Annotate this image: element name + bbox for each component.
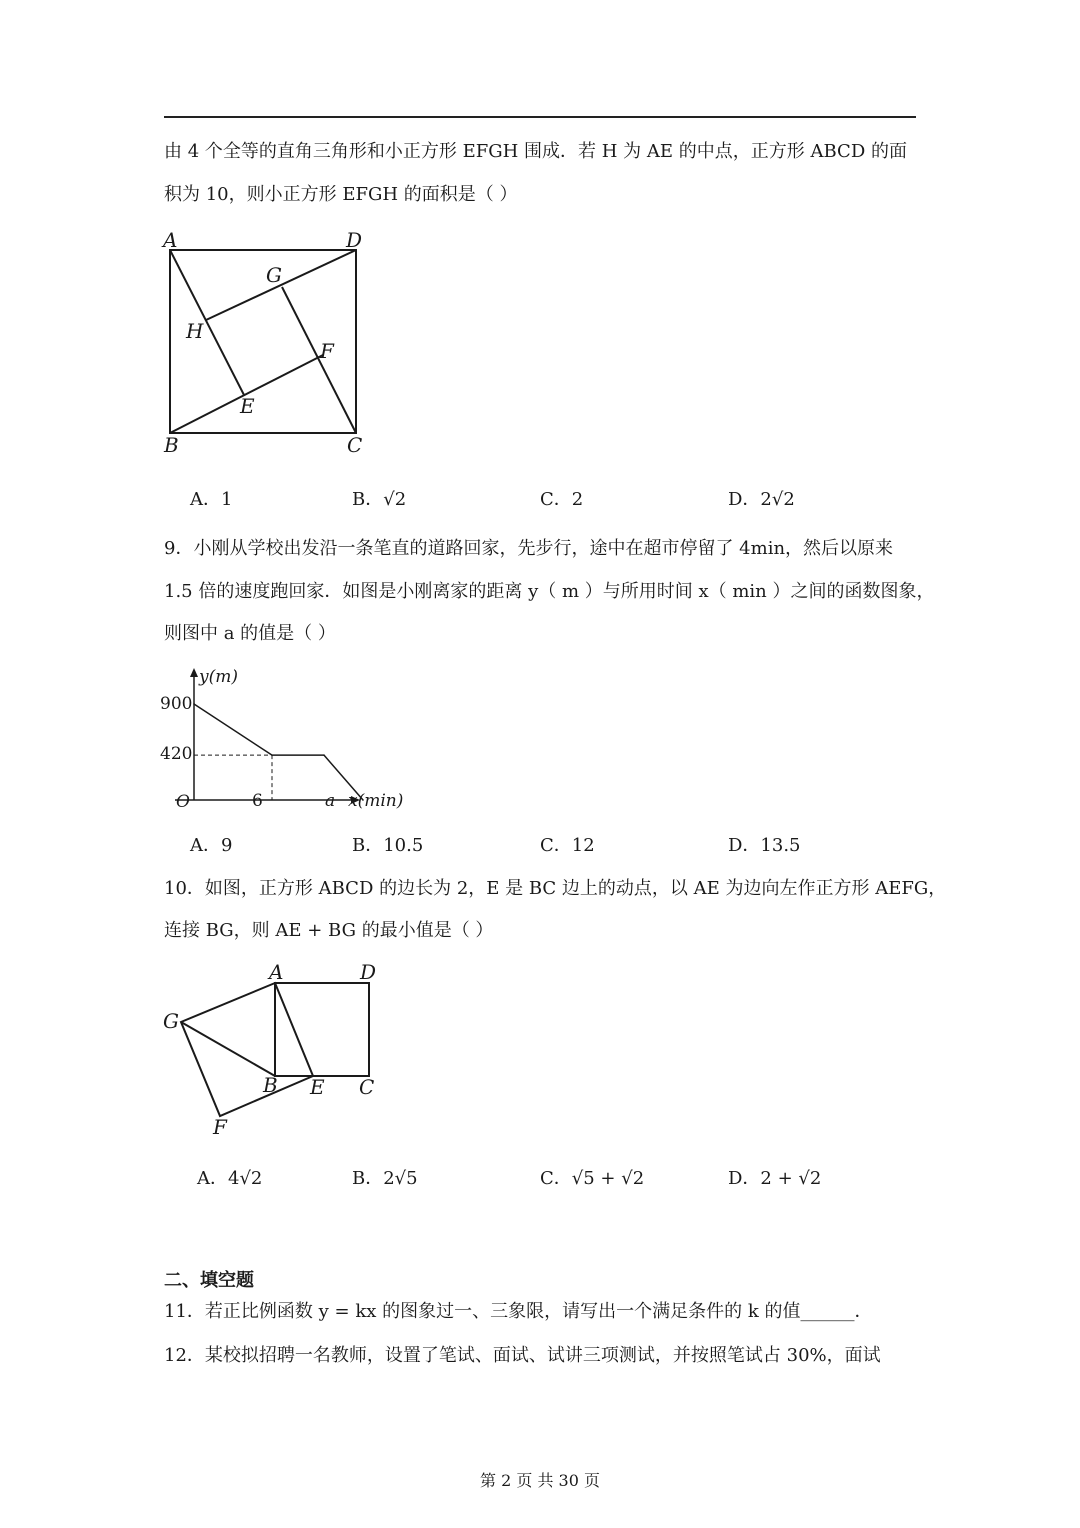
q8-text-line2: 积为 10，则小正方形 EFGH 的面积是（ ）: [164, 184, 518, 205]
q9-option-d[interactable]: D．13.5: [728, 835, 801, 856]
q8-figure-square: [150, 225, 380, 460]
q9-chart: [150, 660, 420, 815]
q8-label-b: B: [164, 433, 179, 457]
q10-option-c[interactable]: C．√5 + √2: [540, 1168, 645, 1189]
chart-x-tick-6: 6: [252, 791, 263, 811]
q9-option-c[interactable]: C．12: [540, 835, 595, 856]
q10-option-b[interactable]: B．2√5: [352, 1168, 418, 1189]
q10-label-d: D: [360, 960, 377, 984]
q9-text-line1: 9．小刚从学校出发沿一条笔直的道路回家，先步行，途中在超市停留了 4min，然后以原来: [164, 538, 894, 559]
q8-label-h: H: [186, 319, 204, 343]
q10-option-a[interactable]: A．4√2: [197, 1168, 263, 1189]
top-rule: [164, 116, 916, 118]
chart-origin-label: O: [176, 792, 190, 812]
chart-y-axis-arrow: [190, 668, 198, 677]
q8-option-d[interactable]: D．2√2: [728, 489, 795, 510]
q10-label-a: A: [269, 960, 284, 984]
q10-text-line2: 连接 BG，则 AE + BG 的最小值是（ ）: [164, 920, 494, 941]
q10-label-c: C: [359, 1075, 375, 1099]
q9-text-line3: 则图中 a 的值是（ ）: [164, 623, 336, 644]
q10-figure: [150, 955, 400, 1145]
q8-segment-ae: [170, 250, 244, 395]
q8-option-b[interactable]: B．√2: [352, 489, 407, 510]
chart-y-tick-900: 900: [160, 694, 193, 714]
q8-label-g: G: [266, 263, 282, 287]
q8-segment-cg: [282, 287, 356, 433]
q8-option-c[interactable]: C．2: [540, 489, 584, 510]
section-heading-fill-in: 二、填空题: [164, 1270, 254, 1291]
q10-label-g: G: [163, 1009, 179, 1033]
q10-option-d[interactable]: D．2 + √2: [728, 1168, 822, 1189]
q8-label-c: C: [347, 433, 363, 457]
q9-option-b[interactable]: B．10.5: [352, 835, 424, 856]
q8-text-line1: 由 4 个全等的直角三角形和小正方形 EFGH 围成．若 H 为 AE 的中点，正方形 ABCD 的面: [164, 141, 907, 162]
chart-point-0: [193, 703, 195, 705]
q10-text-line1: 10．如图，正方形 ABCD 的边长为 2，E 是 BC 边上的动点，以 AE 为边向左作正方形 AEFG，: [164, 878, 947, 899]
q10-segment-bg: [181, 1022, 275, 1076]
q9-text-line2: 1.5 倍的速度跑回家．如图是小刚离家的距离 y（ m ）与所用时间 x（ min ）之间的函数图象，: [164, 581, 935, 602]
chart-series-line: [194, 704, 363, 800]
q10-label-b: B: [263, 1073, 278, 1097]
chart-y-tick-420: 420: [160, 744, 193, 764]
chart-point-2: [323, 754, 325, 756]
chart-x-tick-a: a: [325, 791, 336, 811]
q8-label-a: A: [163, 228, 178, 252]
q8-option-a[interactable]: A．1: [190, 489, 233, 510]
q10-label-e: E: [310, 1075, 325, 1099]
chart-y-label: y(m): [199, 667, 238, 687]
q12-text: 12．某校拟招聘一名教师，设置了笔试、面试、试讲三项测试，并按照笔试占 30%，面试: [164, 1345, 881, 1366]
q10-square-aefg: [181, 983, 313, 1116]
q10-square-abcd: [275, 983, 369, 1076]
q9-option-a[interactable]: A．9: [190, 835, 233, 856]
q10-label-f: F: [213, 1115, 227, 1139]
page-footer: 第 2 页 共 30 页: [480, 1471, 600, 1490]
q11-text: 11．若正比例函数 y = kx 的图象过一、三象限，请写出一个满足条件的 k 的值______．: [164, 1301, 873, 1322]
q8-label-d: D: [346, 228, 363, 252]
chart-x-label: x(min): [348, 791, 404, 811]
chart-point-1: [271, 754, 273, 756]
q8-label-e: E: [240, 394, 255, 418]
q8-label-f: F: [320, 339, 334, 363]
